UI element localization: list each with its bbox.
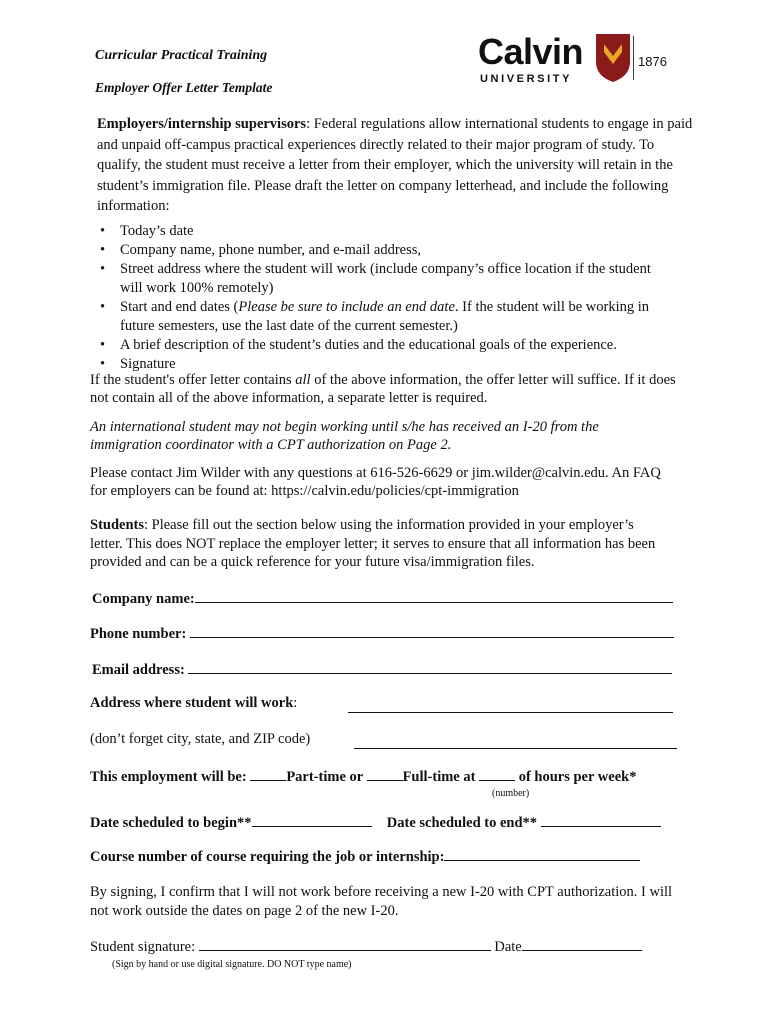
course-number-input[interactable] — [444, 846, 640, 861]
employer-intro — [97, 114, 697, 217]
employer-intro-text: : Federal regulations allow international students to engage in paid and unpaid off-campus practical experiences directly related to their major program of study. To qualify, the student must receive a letter from their employer, which the university will retain in the student’s immigration file. Please draft the letter on company letterhead, and include the following information: — [97, 116, 693, 214]
email-address-input[interactable] — [188, 659, 672, 674]
requirements-list — [98, 222, 658, 374]
signature-field: Student signature: Date — [90, 936, 642, 956]
work-address-line-2-input[interactable] — [354, 734, 677, 749]
i20-warning: An international student may not begin working until s/he has received an I-20 from the immigration coordinator with a CPT authorization on Page 2. — [90, 419, 599, 453]
form-subtitle: Employer Offer Letter Template — [95, 80, 273, 95]
suffice-note: If the student's offer letter contains all of the above information, the offer letter will suffice. If it does not contain all of the above information, a separate letter is required. — [90, 372, 676, 406]
students-heading: Students — [90, 517, 144, 533]
email-address-field: Email address: — [92, 659, 672, 679]
logo-subtitle: UNIVERSITY — [480, 73, 573, 85]
list-item: • Today’s date — [98, 222, 658, 241]
company-name-field: Company name: — [92, 588, 673, 608]
logo-divider — [633, 36, 634, 80]
form-title: Curricular Practical Training — [95, 48, 268, 63]
logo-year: 1876 — [638, 54, 667, 69]
university-logo — [478, 32, 678, 92]
end-date-input[interactable] — [541, 812, 661, 827]
part-time-input[interactable] — [250, 766, 286, 781]
list-item: • A brief description of the student’s duties and the educational goals of the experience. — [98, 336, 658, 355]
number-note: (number) — [492, 788, 530, 799]
hours-input[interactable] — [479, 766, 515, 781]
work-address-input[interactable] — [348, 698, 673, 713]
company-name-input[interactable] — [195, 588, 673, 603]
full-time-input[interactable] — [367, 766, 403, 781]
employment-type-field: This employment will be: Part-time or Full-time at of hours per week* — [90, 766, 636, 786]
list-item: • Signature — [98, 355, 658, 374]
logo-name: Calvin — [478, 31, 584, 72]
signature-date-input[interactable] — [522, 936, 642, 951]
signing-statement: By signing, I confirm that I will not work before receiving a new I-20 with CPT authorization. I will not work outside the dates on page 2 of the new I-20. — [90, 884, 673, 919]
phone-number-field: Phone number: — [90, 623, 674, 643]
list-item: • Street address where the student will work (include company’s office location if the student will work 100% remotely) — [98, 260, 658, 298]
work-address-label: Address where student will work: — [90, 695, 298, 711]
list-item: • Company name, phone number, and e-mail address, — [98, 241, 658, 260]
crest-icon — [594, 32, 632, 84]
dates-field: Date scheduled to begin** Date scheduled to end** — [90, 812, 661, 832]
address-note: (don’t forget city, state, and ZIP code) — [90, 731, 311, 747]
list-item: • Start and end dates (Please be sure to include an end date. If the student will be working in future semesters, use the last date of the current semester.) — [98, 298, 658, 336]
employer-intro-heading: Employers/internship supervisors — [97, 116, 307, 132]
students-intro: Students: Please fill out the section below using the information provided in your employer’s letter. This does NOT replace the employer letter; it serves to ensure that all information has been provided and can be a quick reference for your future visa/immigration files. — [90, 517, 656, 570]
begin-date-input[interactable] — [252, 812, 372, 827]
signature-input[interactable] — [199, 936, 491, 951]
contact-info: Please contact Jim Wilder with any questions at 616-526-6629 or jim.wilder@calvin.edu. An FAQ for employers can be found at: https://calvin.edu/policies/cpt-immigration — [90, 465, 661, 499]
signature-note: (Sign by hand or use digital signature. DO NOT type name) — [112, 959, 352, 970]
course-number-field: Course number of course requiring the job or internship: — [90, 846, 640, 866]
phone-number-input[interactable] — [190, 623, 674, 638]
